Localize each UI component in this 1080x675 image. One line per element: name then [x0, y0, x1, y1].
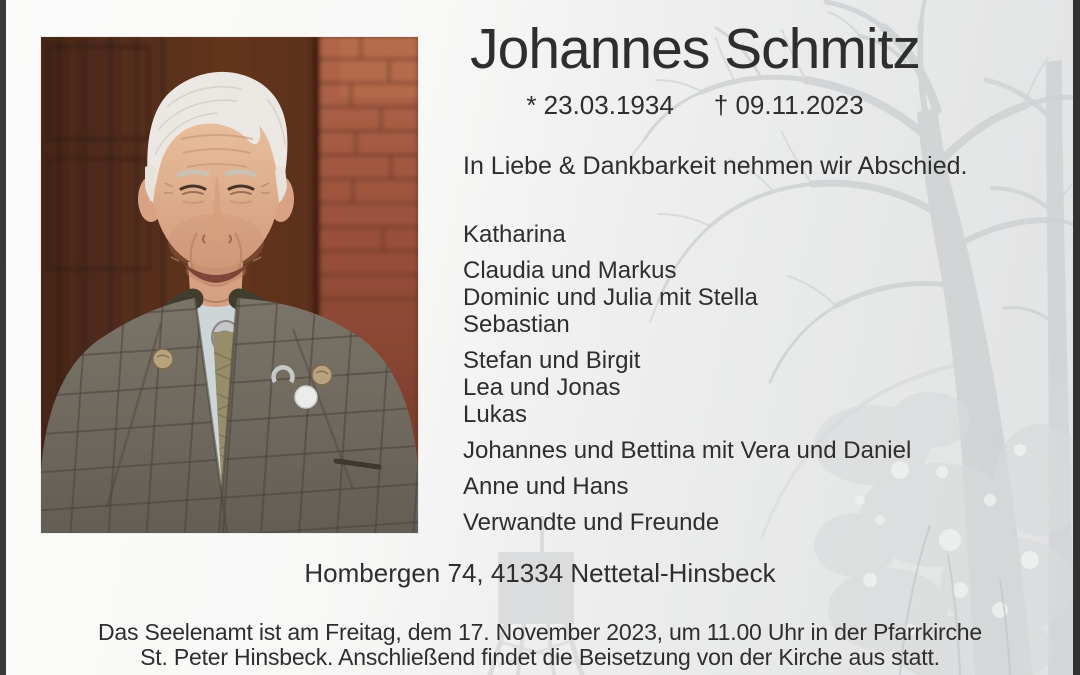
mourners-list: [463, 221, 911, 545]
mourner-group: [463, 347, 911, 428]
mourner-group: [463, 257, 911, 338]
deceased-name: Johannes Schmitz: [470, 17, 920, 81]
service-info-line-1: Das Seelenamt ist am Freitag, dem 17. November 2023, um 11.00 Uhr in der Pfarrkirche: [97, 619, 982, 645]
address-line: Hombergen 74, 41334 Nettetal-Hinsbeck: [304, 558, 776, 588]
mourner-line: Stefan und Birgit: [463, 347, 641, 374]
service-info-line-2: St. Peter Hinsbeck. Anschließend findet die Beisetzung von der Kirche aus statt.: [140, 644, 940, 670]
mourner-line: Lukas: [463, 401, 528, 428]
mourner-line: Dominic und Julia mit Stella: [463, 284, 758, 311]
mourner-group: [463, 473, 911, 500]
mourner-line: Lea und Jonas: [463, 374, 621, 401]
mourner-group: [463, 437, 911, 464]
mourner-line: Katharina: [463, 221, 566, 248]
mourner-line: Verwandte und Freunde: [463, 509, 720, 536]
mourner-group: [463, 221, 911, 248]
birth-date: * 23.03.1934: [526, 90, 674, 120]
life-dates: [456, 90, 934, 121]
mourner-line: Sebastian: [463, 311, 570, 338]
mourner-group: [463, 509, 911, 536]
portrait-photo: [41, 37, 418, 533]
farewell-line: In Liebe & Dankbarkeit nehmen wir Abschied.: [463, 152, 968, 180]
service-info: [0, 620, 1080, 670]
death-date: † 09.11.2023: [713, 90, 864, 120]
left-edge-line: [0, 0, 6, 675]
mourner-line: Anne und Hans: [463, 473, 629, 500]
mourner-line: Johannes und Bettina mit Vera und Daniel: [463, 437, 912, 464]
mourner-line: Claudia und Markus: [463, 257, 677, 284]
right-edge-line: [1073, 0, 1080, 675]
